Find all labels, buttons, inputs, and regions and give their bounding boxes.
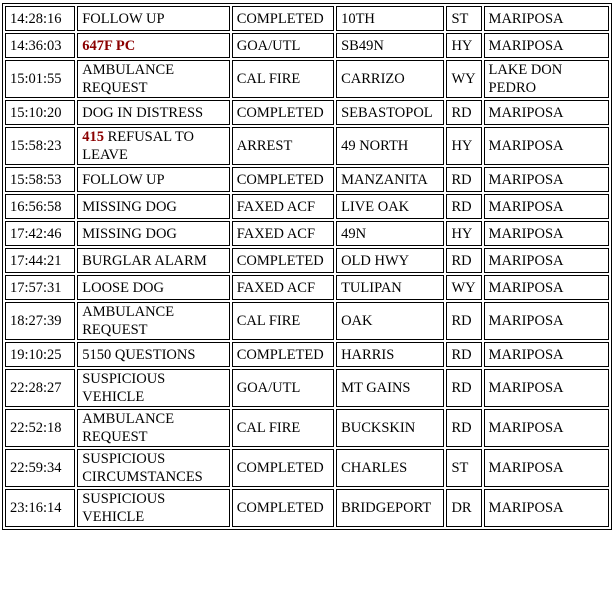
call-description: SUSPICIOUS VEHICLE: [82, 371, 166, 405]
call-description: MISSING DOG: [82, 225, 177, 242]
street-cell: OAK: [336, 302, 444, 340]
call-description: SUSPICIOUS CIRCUMSTANCES: [82, 451, 203, 485]
call-cell: [77, 60, 230, 98]
table-row: [5, 248, 609, 273]
call-description: AMBULANCE REQUEST: [82, 304, 175, 338]
call-cell: [77, 248, 230, 273]
table-row: [5, 60, 609, 98]
street-type-cell: HY: [446, 221, 481, 246]
disposition-cell: CAL FIRE: [232, 60, 334, 98]
table-row: [5, 127, 609, 165]
street-type-cell: ST: [446, 6, 481, 31]
time-cell: 15:01:55: [5, 60, 75, 98]
street-cell: 49N: [336, 221, 444, 246]
street-type-cell: ST: [446, 449, 481, 487]
call-cell: [77, 167, 230, 192]
table-row: [5, 449, 609, 487]
city-cell: MARIPOSA: [484, 167, 609, 192]
city-cell: LAKE DON PEDRO: [484, 60, 609, 98]
time-cell: 22:59:34: [5, 449, 75, 487]
time-cell: 23:16:14: [5, 489, 75, 527]
street-cell: BRIDGEPORT: [336, 489, 444, 527]
call-cell: [77, 449, 230, 487]
time-cell: 15:10:20: [5, 100, 75, 125]
table-row: [5, 489, 609, 527]
time-cell: 18:27:39: [5, 302, 75, 340]
disposition-cell: COMPLETED: [232, 342, 334, 367]
time-cell: 15:58:23: [5, 127, 75, 165]
call-description: FOLLOW UP: [82, 10, 165, 27]
street-type-cell: RD: [446, 248, 481, 273]
street-type-cell: RD: [446, 369, 481, 407]
table-row: [5, 409, 609, 447]
street-cell: 49 NORTH: [336, 127, 444, 165]
table-row: [5, 369, 609, 407]
time-cell: 15:58:53: [5, 167, 75, 192]
call-cell: [77, 342, 230, 367]
disposition-cell: COMPLETED: [232, 489, 334, 527]
street-cell: SEBASTOPOL: [336, 100, 444, 125]
table-row: [5, 6, 609, 31]
table-row: [5, 302, 609, 340]
call-cell: [77, 100, 230, 125]
time-cell: 17:57:31: [5, 275, 75, 300]
street-type-cell: WY: [446, 275, 481, 300]
call-description: AMBULANCE REQUEST: [82, 62, 175, 96]
time-cell: 17:42:46: [5, 221, 75, 246]
street-type-cell: RD: [446, 194, 481, 219]
call-cell: [77, 275, 230, 300]
disposition-cell: CAL FIRE: [232, 409, 334, 447]
call-description: DOG IN DISTRESS: [82, 104, 204, 121]
street-cell: CARRIZO: [336, 60, 444, 98]
call-description: BURGLAR ALARM: [82, 252, 207, 269]
disposition-cell: FAXED ACF: [232, 275, 334, 300]
city-cell: MARIPOSA: [484, 194, 609, 219]
disposition-cell: COMPLETED: [232, 248, 334, 273]
penal-code: 647F PC: [82, 37, 136, 54]
street-cell: MT GAINS: [336, 369, 444, 407]
time-cell: 14:28:16: [5, 6, 75, 31]
time-cell: 16:56:58: [5, 194, 75, 219]
city-cell: MARIPOSA: [484, 33, 609, 58]
street-cell: SB49N: [336, 33, 444, 58]
disposition-cell: COMPLETED: [232, 167, 334, 192]
call-description: 5150 QUESTIONS: [82, 346, 196, 363]
city-cell: MARIPOSA: [484, 489, 609, 527]
call-cell: [77, 302, 230, 340]
city-cell: MARIPOSA: [484, 275, 609, 300]
table-row: [5, 342, 609, 367]
call-description: LOOSE DOG: [82, 279, 164, 296]
time-cell: 19:10:25: [5, 342, 75, 367]
penal-code: 415: [82, 129, 104, 145]
city-cell: MARIPOSA: [484, 248, 609, 273]
disposition-cell: COMPLETED: [232, 100, 334, 125]
call-cell: [77, 194, 230, 219]
table-row: [5, 221, 609, 246]
city-cell: MARIPOSA: [484, 6, 609, 31]
time-cell: 22:28:27: [5, 369, 75, 407]
table-row: [5, 275, 609, 300]
call-description: FOLLOW UP: [82, 171, 165, 188]
time-cell: 14:36:03: [5, 33, 75, 58]
disposition-cell: CAL FIRE: [232, 302, 334, 340]
call-log-body: [5, 6, 609, 527]
call-cell: [77, 127, 230, 165]
table-row: [5, 33, 609, 58]
disposition-cell: ARREST: [232, 127, 334, 165]
table-row: [5, 194, 609, 219]
street-type-cell: RD: [446, 302, 481, 340]
street-cell: BUCKSKIN: [336, 409, 444, 447]
street-type-cell: HY: [446, 127, 481, 165]
disposition-cell: GOA/UTL: [232, 33, 334, 58]
disposition-cell: COMPLETED: [232, 449, 334, 487]
street-type-cell: HY: [446, 33, 481, 58]
disposition-cell: FAXED ACF: [232, 194, 334, 219]
call-log-table: [2, 3, 612, 530]
time-cell: 17:44:21: [5, 248, 75, 273]
time-cell: 22:52:18: [5, 409, 75, 447]
city-cell: MARIPOSA: [484, 369, 609, 407]
street-cell: TULIPAN: [336, 275, 444, 300]
table-row: [5, 167, 609, 192]
street-cell: LIVE OAK: [336, 194, 444, 219]
street-type-cell: RD: [446, 100, 481, 125]
table-row: [5, 100, 609, 125]
call-description: SUSPICIOUS VEHICLE: [82, 491, 166, 525]
city-cell: MARIPOSA: [484, 449, 609, 487]
street-cell: HARRIS: [336, 342, 444, 367]
disposition-cell: GOA/UTL: [232, 369, 334, 407]
call-description: REFUSAL TO LEAVE: [82, 129, 194, 163]
call-cell: [77, 369, 230, 407]
city-cell: MARIPOSA: [484, 221, 609, 246]
city-cell: MARIPOSA: [484, 342, 609, 367]
street-cell: 10TH: [336, 6, 444, 31]
disposition-cell: COMPLETED: [232, 6, 334, 31]
call-description: AMBULANCE REQUEST: [82, 411, 175, 445]
street-cell: MANZANITA: [336, 167, 444, 192]
city-cell: MARIPOSA: [484, 127, 609, 165]
street-cell: OLD HWY: [336, 248, 444, 273]
call-cell: [77, 489, 230, 527]
call-cell: [77, 33, 230, 58]
city-cell: MARIPOSA: [484, 100, 609, 125]
disposition-cell: FAXED ACF: [232, 221, 334, 246]
call-cell: [77, 409, 230, 447]
street-type-cell: DR: [446, 489, 481, 527]
street-type-cell: WY: [446, 60, 481, 98]
street-type-cell: RD: [446, 167, 481, 192]
street-cell: CHARLES: [336, 449, 444, 487]
street-type-cell: RD: [446, 409, 481, 447]
city-cell: MARIPOSA: [484, 409, 609, 447]
call-cell: [77, 221, 230, 246]
city-cell: MARIPOSA: [484, 302, 609, 340]
street-type-cell: RD: [446, 342, 481, 367]
call-description: MISSING DOG: [82, 198, 177, 215]
call-cell: [77, 6, 230, 31]
